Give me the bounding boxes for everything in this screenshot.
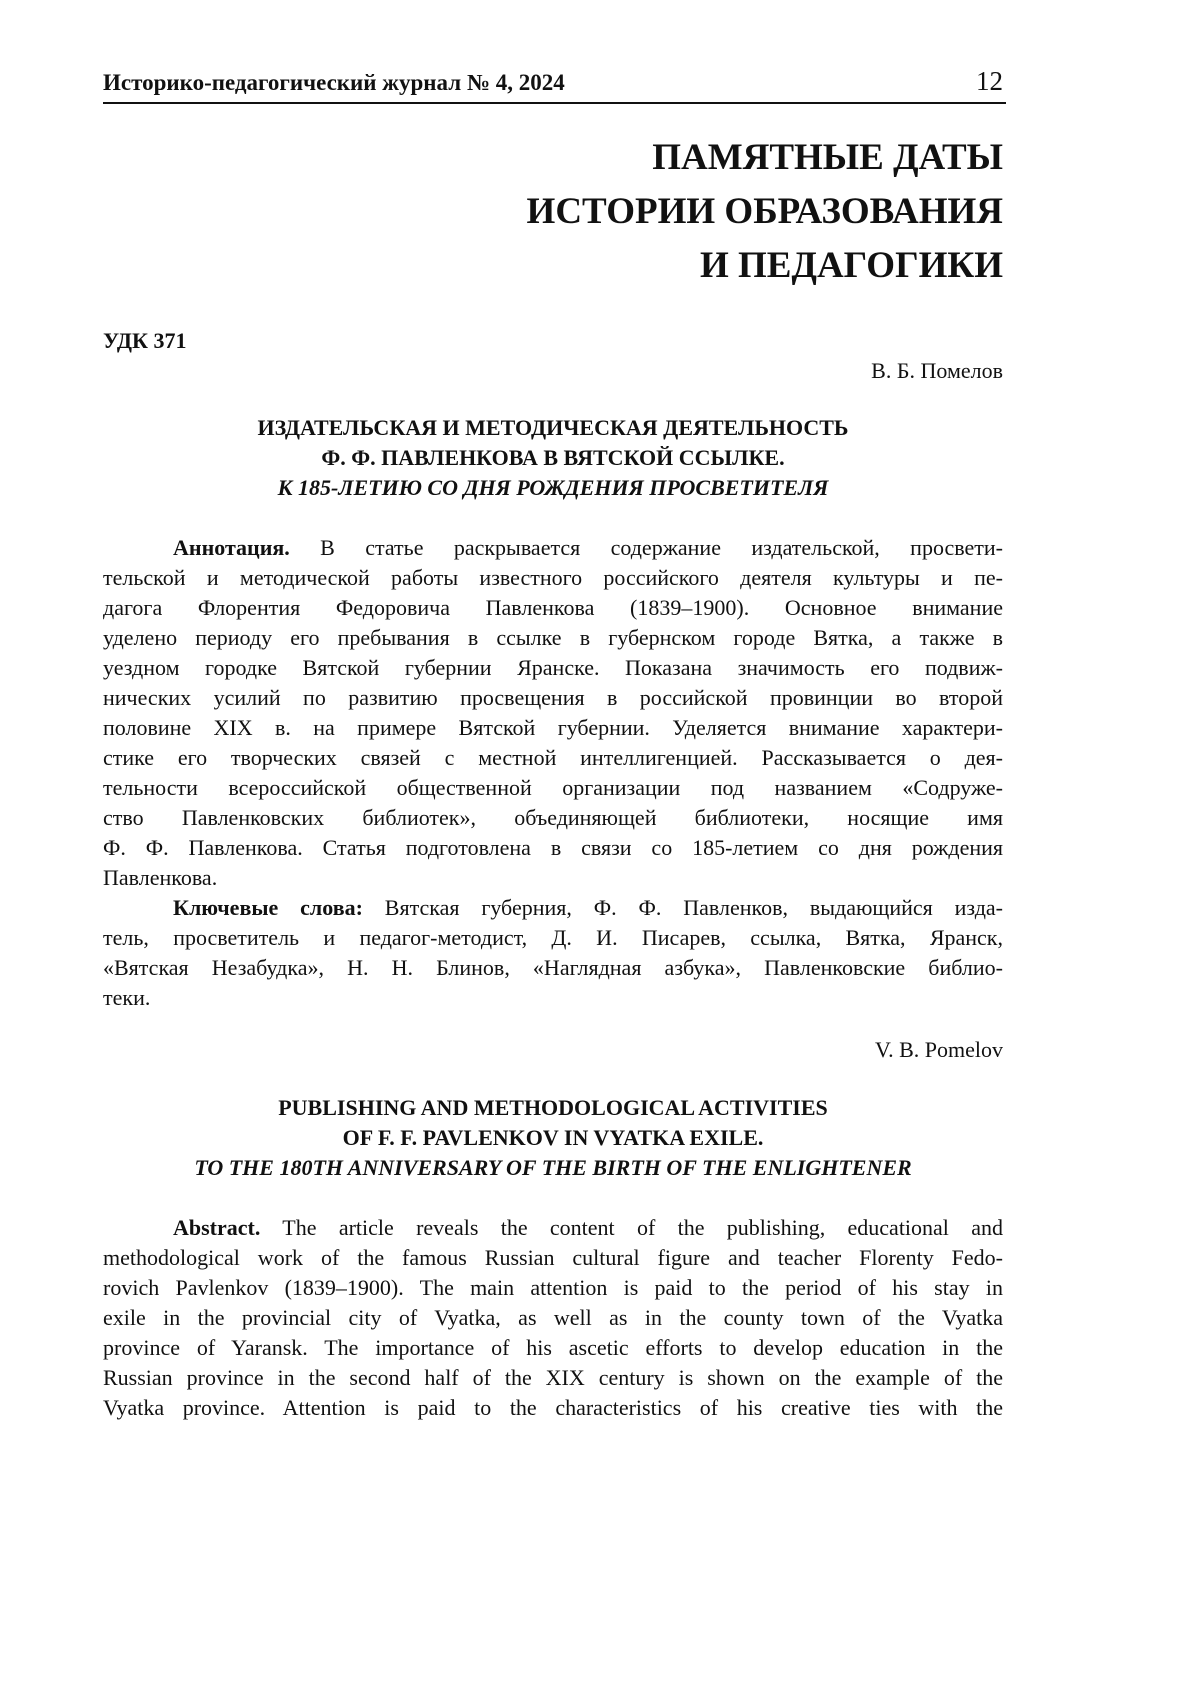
annotation-ru xyxy=(103,533,1003,893)
text-line xyxy=(103,923,1003,953)
section-title-line: ПАМЯТНЫЕ ДАТЫ xyxy=(527,131,1003,185)
text-line xyxy=(103,983,1003,1013)
article-title-en xyxy=(103,1093,1003,1183)
abstract-en xyxy=(103,1213,1003,1423)
title-line: OF F. F. PAVLENKOV IN VYATKA EXILE. xyxy=(103,1123,1003,1153)
line-text: rovich Pavlenkov (1839–1900). The main attention is paid to the period of his stay in xyxy=(103,1275,1003,1300)
page-number: 12 xyxy=(976,66,1003,97)
section-title-line: И ПЕДАГОГИКИ xyxy=(527,239,1003,293)
text-line xyxy=(103,1303,1003,1333)
text-line xyxy=(103,1243,1003,1273)
line-text: The article reveals the content of the publishing, educational and xyxy=(260,1215,1003,1240)
subtitle: TO THE 180TH ANNIVERSARY OF THE BIRTH OF THE ENLIGHTENER xyxy=(103,1153,1003,1183)
text-line xyxy=(103,1273,1003,1303)
text-line xyxy=(103,653,1003,683)
line-text: Vyatka province. Attention is paid to the characteristics of his creative ties with the xyxy=(103,1395,1003,1420)
line-text: methodological work of the famous Russian cultural figure and teacher Florenty Fedo- xyxy=(103,1245,1003,1270)
text-line xyxy=(103,683,1003,713)
section-title-line: ИСТОРИИ ОБРАЗОВАНИЯ xyxy=(527,185,1003,239)
line-text: дагога Флорентия Федоровича Павленкова (1839–1900). Основное внимание xyxy=(103,595,1003,620)
text-line xyxy=(103,863,1003,893)
journal-header: Историко-педагогический журнал № 4, 2024 xyxy=(103,70,1003,96)
header-rule xyxy=(103,102,1006,104)
line-text: Вятская губерния, Ф. Ф. Павленков, выдающийся изда- xyxy=(363,895,1003,920)
author-en: V. B. Pomelov xyxy=(875,1037,1003,1063)
section-title xyxy=(527,131,1003,293)
line-text: «Вятская Незабудка», Н. Н. Блинов, «Наглядная азбука», Павленковские библио- xyxy=(103,955,1003,980)
line-text: тельской и методической работы известного российского деятеля культуры и пе- xyxy=(103,565,1003,590)
text-line xyxy=(103,593,1003,623)
line-text: тельности всероссийской общественной организации под названием «Содруже- xyxy=(103,775,1003,800)
line-text: Ф. Ф. Павленкова. Статья подготовлена в связи со 185-летием со дня рождения xyxy=(103,835,1003,860)
text-line xyxy=(103,1333,1003,1363)
text-line xyxy=(103,1363,1003,1393)
text-line xyxy=(103,773,1003,803)
text-line xyxy=(103,953,1003,983)
keywords-ru xyxy=(103,893,1003,1013)
article-title-ru xyxy=(103,413,1003,503)
text-line xyxy=(103,833,1003,863)
line-text: В статье раскрывается содержание издательской, просвети- xyxy=(290,535,1003,560)
line-text: уделено периоду его пребывания в ссылке в губернском городе Вятка, а также в xyxy=(103,625,1003,650)
text-line xyxy=(103,743,1003,773)
title-line: PUBLISHING AND METHODOLOGICAL ACTIVITIES xyxy=(103,1093,1003,1123)
subtitle: К 185-ЛЕТИЮ СО ДНЯ РОЖДЕНИЯ ПРОСВЕТИТЕЛЯ xyxy=(103,473,1003,503)
text-line xyxy=(103,1393,1003,1423)
title-line: ИЗДАТЕЛЬСКАЯ И МЕТОДИЧЕСКАЯ ДЕЯТЕЛЬНОСТЬ xyxy=(103,413,1003,443)
line-text: Павленкова. xyxy=(103,865,217,890)
text-line xyxy=(103,533,1003,563)
udk-code: УДК 371 xyxy=(103,328,187,354)
line-text: тель, просветитель и педагог-методист, Д. И. Писарев, ссылка, Вятка, Яранск, xyxy=(103,925,1003,950)
line-text: теки. xyxy=(103,985,150,1010)
line-text: Russian province in the second half of the XIX century is shown on the example of the xyxy=(103,1365,1003,1390)
paragraph-label: Abstract. xyxy=(173,1215,260,1240)
text-line xyxy=(103,893,1003,923)
text-line xyxy=(103,803,1003,833)
paragraph-label: Аннотация. xyxy=(173,535,290,560)
line-text: exile in the provincial city of Vyatka, as well as in the county town of the Vyatka xyxy=(103,1305,1003,1330)
text-line xyxy=(103,1213,1003,1243)
line-text: половине XIX в. на примере Вятской губернии. Уделяется внимание характери- xyxy=(103,715,1003,740)
text-line xyxy=(103,563,1003,593)
author-ru: В. Б. Помелов xyxy=(871,358,1003,384)
paragraph-label: Ключевые слова: xyxy=(173,895,363,920)
line-text: стике его творческих связей с местной интеллигенцией. Рассказывается о дея- xyxy=(103,745,1003,770)
line-text: нических усилий по развитию просвещения в российской провинции во второй xyxy=(103,685,1003,710)
line-text: уездном городке Вятской губернии Яранске. Показана значимость его подвиж- xyxy=(103,655,1003,680)
text-line xyxy=(103,713,1003,743)
line-text: ство Павленковских библиотек», объединяющей библиотеки, носящие имя xyxy=(103,805,1003,830)
text-line xyxy=(103,623,1003,653)
line-text: province of Yaransk. The importance of his ascetic efforts to develop education in the xyxy=(103,1335,1003,1360)
title-line: Ф. Ф. ПАВЛЕНКОВА В ВЯТСКОЙ ССЫЛКЕ. xyxy=(103,443,1003,473)
